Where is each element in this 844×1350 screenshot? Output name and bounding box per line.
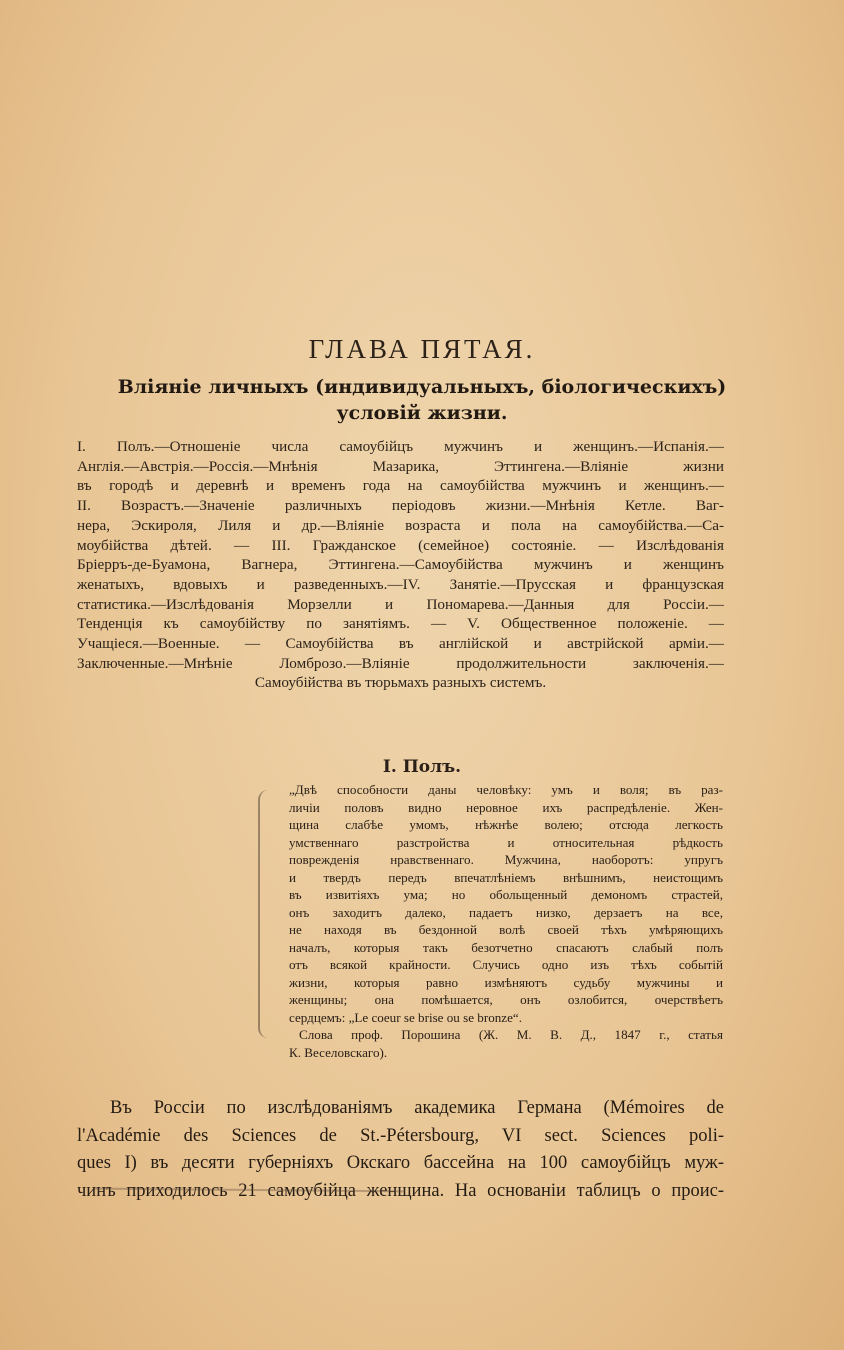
quote-line: поврежденія нравственнаго. Мужчина, наоборотъ: упругъ (289, 852, 723, 867)
pencil-bracket-mark (258, 790, 274, 1038)
body-line: чинъ приходилось 21 самоубійца женщина. На основаніи таблицъ о проис- (77, 1180, 724, 1201)
quote-line: „Двѣ способности даны человѣку: умъ и воля; въ раз- (289, 782, 723, 797)
summary-line: Заключенные.—Мнѣніе Ломброзо.—Вліяніе продолжительности заключенія.— (77, 654, 724, 672)
quote-line: отъ всякой крайности. Случись одно изъ тѣхъ событій (289, 957, 723, 972)
summary-line: II. Возрастъ.—Значеніе различныхъ періодовъ жизни.—Мнѣнія Кетле. Ваг- (77, 497, 724, 515)
section-heading: I. Полъ. (382, 757, 462, 777)
quote-line: женщины; она помѣшается, онъ озлобится, очерствѣетъ (289, 992, 723, 1007)
summary-line: I. Полъ.—Отношеніе числа самоубійцъ мужчинъ и женщинъ.—Испанія.— (77, 438, 724, 455)
quote-line: умственнаго разстройства и относительная рѣдкость (289, 834, 723, 850)
summary-line: Бріерръ-де-Буамона, Вагнера, Эттингена.—Самоубійства мужчинъ и женщинъ (77, 556, 724, 574)
summary-line: нера, Эскироля, Лиля и др.—Вліяніе возраста и пола на самоубійства.—Са- (77, 516, 724, 534)
body-line: ques I) въ десяти губерніяхъ Окскаго бассейна на 100 самоубійцъ муж- (77, 1153, 724, 1173)
quote-attribution-line: К. Веселовскаго). (289, 1044, 388, 1060)
quote-line: сердцемъ: „Le coeur se brise ou se bronze“. (289, 1009, 523, 1025)
chapter-summary (77, 437, 724, 693)
quote-line: началъ, которыя такъ безотчетно спасаютъ слабый полъ (289, 939, 723, 955)
quote-line: въ извитіяхъ ума; но обольщенный демономъ страстей, (289, 887, 723, 902)
chapter-subtitle (60, 374, 784, 426)
quote-line: не находя въ бездонной волѣ своей тѣхъ умѣряющихъ (289, 922, 723, 937)
summary-line: Самоубійства въ тюрьмахъ разныхъ системъ. (254, 674, 547, 692)
quote-line: щина слабѣе умомъ, нѣжнѣе волею; отсюда легкость (289, 817, 723, 832)
quote-attribution-line: Слова проф. Порошина (Ж. М. В. Д., 1847 г., статья (299, 1027, 723, 1042)
summary-line: статистика.—Изслѣдованія Морзелли и Пономарева.—Данныя для Россіи.— (77, 595, 724, 613)
quote-line: жизни, которыя равно измѣняютъ судьбу мужчины и (289, 974, 723, 990)
subtitle-line: Вліяніе личныхъ (индивидуальныхъ, біологическихъ) (117, 376, 727, 398)
chapter-title: ГЛАВА ПЯТАЯ. (308, 334, 536, 364)
summary-line: моубійства дѣтей. — III. Гражданское (семейное) состояніе. — Изслѣдованія (77, 536, 724, 554)
summary-line: женатыхъ, вдовыхъ и разведенныхъ.—IV. Занятіе.—Прусская и французская (77, 575, 724, 593)
quote-line: и твердъ передъ впечатлѣніемъ внѣшнимъ, неистощимъ (289, 869, 723, 885)
body-line: Въ Россіи по изслѣдованіямъ академика Германа (Mémoires de (110, 1098, 724, 1118)
epigraph-quote (289, 781, 723, 1061)
quote-line: личіи половъ видно неровное ихъ распредѣленіе. Жен- (289, 799, 723, 815)
summary-line: въ городѣ и деревнѣ и временъ года на самоубійства мужчинъ и женщинъ.— (77, 477, 724, 495)
summary-line: Англія.—Австрія.—Россія.—Мнѣнія Мазарика, Эттингена.—Вліяніе жизни (77, 457, 724, 475)
summary-line: Учащіеся.—Военные. — Самоубійства въ англійской и австрійской арміи.— (77, 635, 724, 653)
subtitle-line: условій жизни. (336, 402, 508, 424)
body-line: l'Académie des Sciences de St.-Pétersbourg, VI sect. Sciences poli- (77, 1125, 724, 1146)
summary-line: Тенденція къ самоубійству по занятіямъ. — V. Общественное положеніе. — (77, 615, 724, 633)
quote-line: онъ заходитъ далеко, падаетъ низко, дерзаетъ на все, (289, 904, 723, 920)
